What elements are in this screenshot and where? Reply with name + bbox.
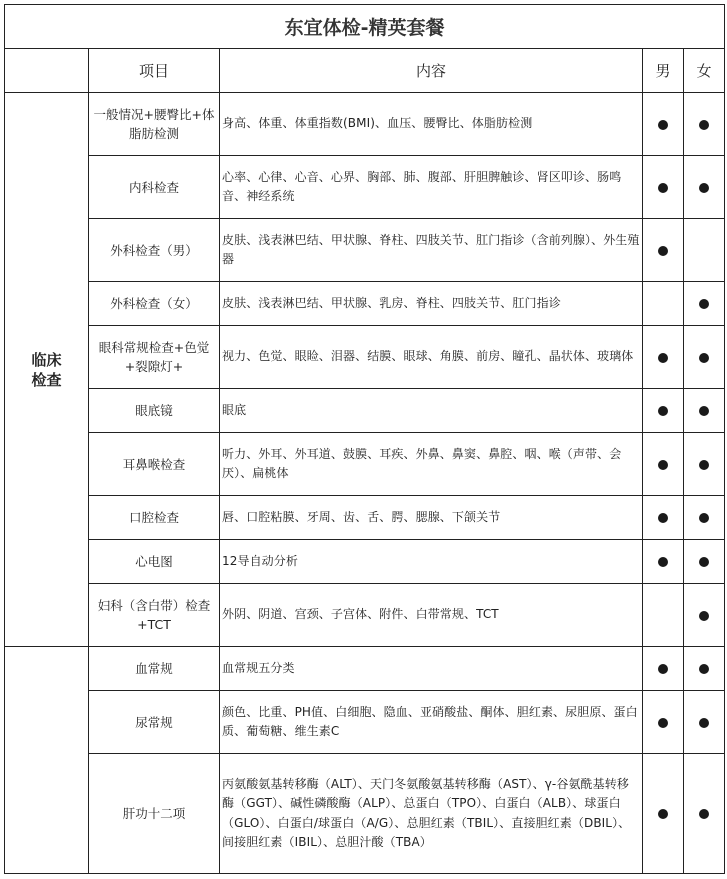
included-dot-icon (658, 120, 668, 130)
item-name: 血常规 (89, 647, 220, 691)
table-row (5, 389, 725, 433)
included-dot-icon (699, 353, 709, 363)
included-dot-icon (699, 664, 709, 674)
table-row (5, 647, 725, 691)
included-dot-icon (658, 557, 668, 567)
header-item: 项目 (89, 49, 220, 93)
included-dot-icon (699, 809, 709, 819)
included-dot-icon (658, 809, 668, 819)
item-content: 身高、体重、体重指数(BMI)、血压、腰臀比、体脂肪检测 (220, 93, 643, 156)
male-cell (643, 496, 684, 540)
male-cell (643, 282, 684, 326)
table-row (5, 326, 725, 389)
table-row (5, 93, 725, 156)
female-cell (684, 282, 725, 326)
female-cell (684, 326, 725, 389)
header-female: 女 (684, 49, 725, 93)
included-dot-icon (699, 183, 709, 193)
item-content: 皮肤、浅表淋巴结、甲状腺、脊柱、四肢关节、肛门指诊（含前列腺）、外生殖器 (220, 219, 643, 282)
female-cell (684, 156, 725, 219)
item-content: 颜色、比重、PH值、白细胞、隐血、亚硝酸盐、酮体、胆红素、尿胆原、蛋白质、葡萄糖、维生素C (220, 691, 643, 754)
included-dot-icon (658, 406, 668, 416)
item-content: 12导自动分析 (220, 540, 643, 584)
category-clinical (5, 93, 89, 647)
item-name: 眼科常规检查+色觉+裂隙灯+ (89, 326, 220, 389)
included-dot-icon (658, 664, 668, 674)
male-cell (643, 326, 684, 389)
included-dot-icon (699, 299, 709, 309)
male-cell (643, 691, 684, 754)
header-category (5, 49, 89, 93)
included-dot-icon (658, 353, 668, 363)
package-table (4, 4, 725, 874)
item-name: 一般情况+腰臀比+体脂肪检测 (89, 93, 220, 156)
male-cell (643, 219, 684, 282)
female-cell (684, 540, 725, 584)
item-name: 口腔检查 (89, 496, 220, 540)
category-lab (5, 647, 89, 874)
table-row (5, 496, 725, 540)
table-row (5, 433, 725, 496)
item-name: 妇科（含白带）检查+TCT (89, 584, 220, 647)
male-cell (643, 584, 684, 647)
page-title: 东宜体检-精英套餐 (5, 5, 725, 49)
female-cell (684, 647, 725, 691)
included-dot-icon (699, 406, 709, 416)
included-dot-icon (658, 460, 668, 470)
table-row (5, 219, 725, 282)
female-cell (684, 433, 725, 496)
item-name: 心电图 (89, 540, 220, 584)
included-dot-icon (699, 611, 709, 621)
item-name: 尿常规 (89, 691, 220, 754)
item-name: 内科检查 (89, 156, 220, 219)
female-cell (684, 584, 725, 647)
female-cell (684, 93, 725, 156)
table-row (5, 691, 725, 754)
male-cell (643, 433, 684, 496)
item-content: 听力、外耳、外耳道、鼓膜、耳疾、外鼻、鼻窦、鼻腔、咽、喉（声带、会厌）、扁桃体 (220, 433, 643, 496)
male-cell (643, 540, 684, 584)
female-cell (684, 219, 725, 282)
item-name: 肝功十二项 (89, 754, 220, 874)
table-row (5, 754, 725, 874)
item-name: 外科检查（男） (89, 219, 220, 282)
table-row (5, 156, 725, 219)
female-cell (684, 754, 725, 874)
included-dot-icon (699, 120, 709, 130)
included-dot-icon (658, 513, 668, 523)
table-row (5, 540, 725, 584)
item-name: 外科检查（女） (89, 282, 220, 326)
male-cell (643, 389, 684, 433)
item-content: 皮肤、浅表淋巴结、甲状腺、乳房、脊柱、四肢关节、肛门指诊 (220, 282, 643, 326)
category-clinical-label: 临床检查 (31, 350, 62, 389)
table-row (5, 584, 725, 647)
header-row (5, 49, 725, 93)
item-content: 唇、口腔粘膜、牙周、齿、舌、腭、腮腺、下颌关节 (220, 496, 643, 540)
included-dot-icon (658, 718, 668, 728)
item-content: 外阴、阴道、宫颈、子宫体、附件、白带常规、TCT (220, 584, 643, 647)
included-dot-icon (699, 557, 709, 567)
item-content: 视力、色觉、眼睑、泪器、结膜、眼球、角膜、前房、瞳孔、晶状体、玻璃体 (220, 326, 643, 389)
female-cell (684, 691, 725, 754)
male-cell (643, 754, 684, 874)
included-dot-icon (658, 246, 668, 256)
male-cell (643, 93, 684, 156)
table-row (5, 282, 725, 326)
included-dot-icon (658, 183, 668, 193)
item-content: 血常规五分类 (220, 647, 643, 691)
included-dot-icon (699, 460, 709, 470)
header-content: 内容 (220, 49, 643, 93)
title-row (5, 5, 725, 49)
male-cell (643, 647, 684, 691)
female-cell (684, 496, 725, 540)
header-male: 男 (643, 49, 684, 93)
included-dot-icon (699, 718, 709, 728)
item-content: 丙氨酸氨基转移酶（ALT）、天门冬氨酸氨基转移酶（AST）、γ-谷氨酰基转移酶（GGT）、碱性磷酸酶（ALP）、总蛋白（TPO）、白蛋白（ALB）、球蛋白（GLO）、白蛋白/球蛋白（A/G）、总胆红素（TBIL）、直接胆红素（DBIL）、间接胆红素（IBIL）、总胆汁酸（TBA） (220, 754, 643, 874)
item-name: 耳鼻喉检查 (89, 433, 220, 496)
item-content: 眼底 (220, 389, 643, 433)
item-name: 眼底镜 (89, 389, 220, 433)
male-cell (643, 156, 684, 219)
female-cell (684, 389, 725, 433)
item-content: 心率、心律、心音、心界、胸部、肺、腹部、肝胆脾触诊、肾区叩诊、肠鸣音、神经系统 (220, 156, 643, 219)
included-dot-icon (699, 513, 709, 523)
